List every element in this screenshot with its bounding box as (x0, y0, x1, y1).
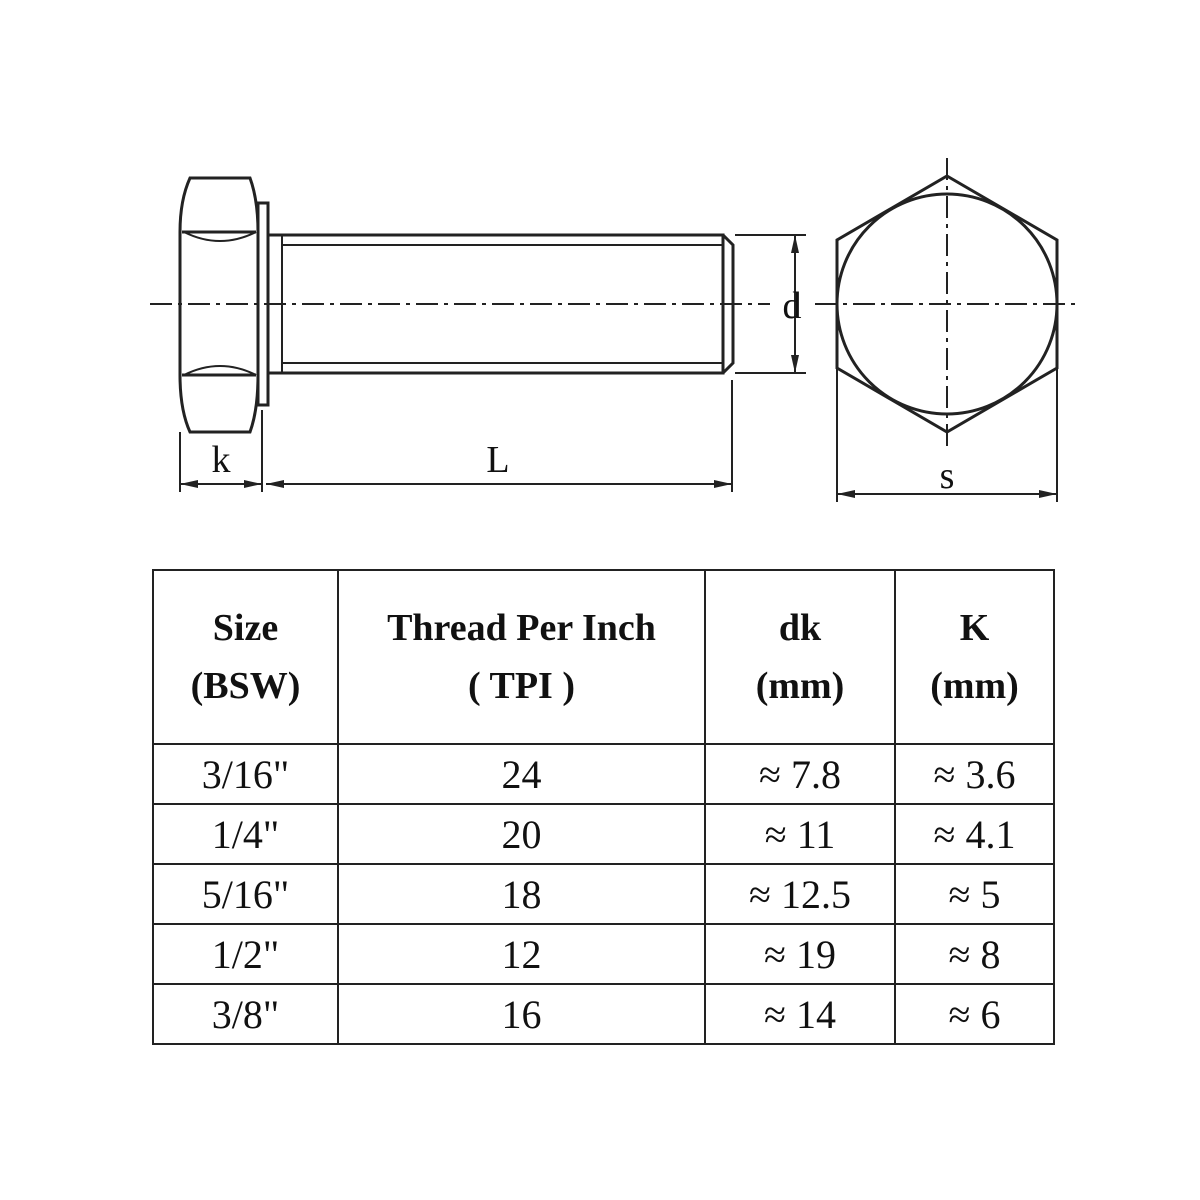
cell-tpi: 12 (338, 924, 705, 984)
cell-k: ≈ 5 (895, 864, 1054, 924)
cell-k: ≈ 4.1 (895, 804, 1054, 864)
s-arrow-right (1039, 490, 1057, 498)
cell-dk: ≈ 7.8 (705, 744, 895, 804)
cell-tpi: 24 (338, 744, 705, 804)
dim-label-L: L (486, 439, 510, 481)
cell-size: 3/16" (153, 744, 338, 804)
table-row (153, 924, 1054, 984)
dim-label-s: s (939, 455, 955, 497)
L-arrow-left (266, 480, 284, 488)
k-arrow-left (180, 480, 198, 488)
bolt-drawing (0, 0, 1200, 560)
dim-label-d: d (782, 285, 802, 327)
cell-dk: ≈ 12.5 (705, 864, 895, 924)
cell-size: 5/16" (153, 864, 338, 924)
table-row (153, 744, 1054, 804)
cell-tpi: 16 (338, 984, 705, 1044)
cell-k: ≈ 3.6 (895, 744, 1054, 804)
k-arrow-right (244, 480, 262, 488)
header-size: Size (BSW) (153, 570, 338, 744)
s-arrow-left (837, 490, 855, 498)
cell-dk: ≈ 11 (705, 804, 895, 864)
L-arrow-right (714, 480, 732, 488)
cell-dk: ≈ 14 (705, 984, 895, 1044)
table-row (153, 804, 1054, 864)
d-arrow-bottom (791, 355, 799, 373)
cell-size: 1/2" (153, 924, 338, 984)
header-k: K (mm) (895, 570, 1054, 744)
cell-tpi: 18 (338, 864, 705, 924)
cell-size: 1/4" (153, 804, 338, 864)
d-arrow-top (791, 235, 799, 253)
table-header-row (153, 570, 1054, 744)
header-tpi: Thread Per Inch ( TPI ) (338, 570, 705, 744)
cell-k: ≈ 6 (895, 984, 1054, 1044)
cell-dk: ≈ 19 (705, 924, 895, 984)
cell-k: ≈ 8 (895, 924, 1054, 984)
cell-tpi: 20 (338, 804, 705, 864)
table-row (153, 864, 1054, 924)
cell-size: 3/8" (153, 984, 338, 1044)
bolt-spec-table (152, 569, 1055, 1045)
table-row (153, 984, 1054, 1044)
dim-label-k: k (211, 439, 231, 481)
header-dk: dk (mm) (705, 570, 895, 744)
